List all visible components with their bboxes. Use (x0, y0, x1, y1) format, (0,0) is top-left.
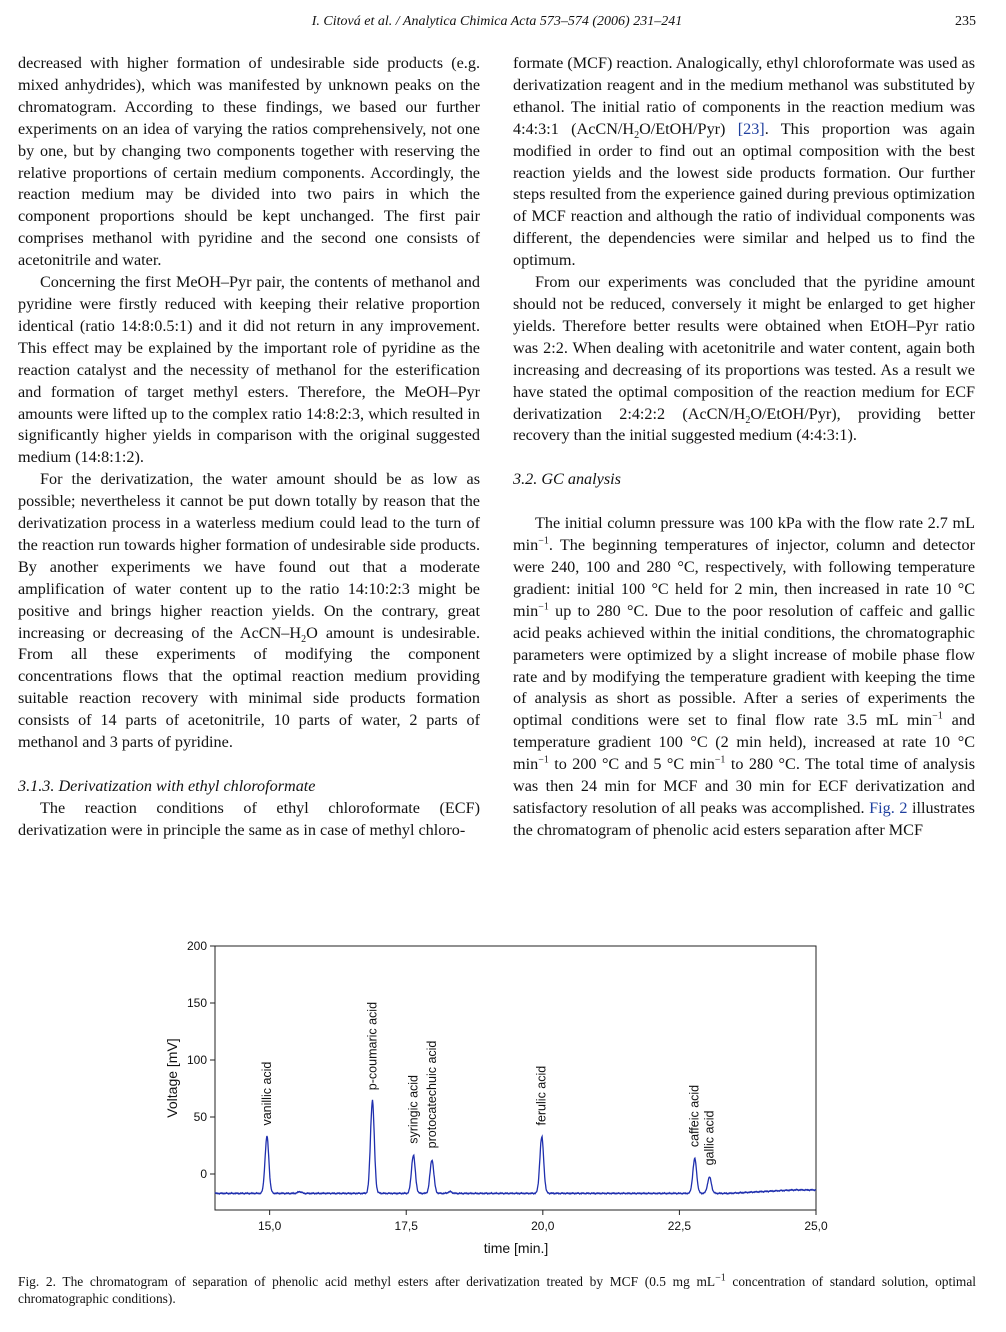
page-number: 235 (955, 14, 976, 29)
x-tick-label: 20,0 (531, 1219, 555, 1233)
chromatogram-chart (150, 930, 840, 1260)
y-tick-label: 100 (186, 1053, 207, 1067)
y-axis-label: Voltage [mV] (164, 1038, 180, 1118)
left-paragraph-4: The reaction conditions of ethyl chloroformate (ECF) derivatization were in principle the same as in case of methyl chloro- (18, 798, 480, 839)
peak-label: p-coumaric acid (365, 1001, 380, 1091)
figure-caption: Fig. 2. The chromatogram of separation of phenolic acid methyl esters after derivatization treated by MCF (0.5 mg $mL^{-1}$ concentration of standard solution, optimal chromatographic conditions). (18, 1272, 976, 1306)
x-axis-ticks (258, 1210, 828, 1233)
peak-label: protocatechuic acid (424, 1040, 439, 1149)
peak-label: ferulic acid (534, 1065, 549, 1126)
y-tick-label: 0 (200, 1167, 207, 1181)
left-paragraph-1: decreased with higher formation of undesirable side products (e.g. mixed anhydrides), which was manifested by unknown peaks on the chromatogram. According to these findings, we based our further experiments on an idea of varying the ratios comprehensively, not one by one, but by changing two components together with reserving the relative proportions of certain medium components. Accordingly, the reaction medium may be divided into two pairs in which the component proportions should be kept unchanged. The first pair comprises methanol with pyridine and the second one consists of acetonitrile and water. (18, 54, 480, 270)
section-heading-3-2: 3.2. GC analysis (513, 470, 621, 489)
plot-frame (215, 946, 816, 1210)
peak-label: vanillic acid (259, 1061, 274, 1126)
y-tick-label: 150 (186, 996, 207, 1010)
left-paragraph-3: For the derivatization, the water amount should be as low as possible; nevertheless it cannot be put down totally by reason that the derivatization process in a waterless medium could lead to the turn of the reaction run towards higher formation of undesirable side products. By another experiments we have found out that a moderate amplification of water content up to the ratio 14:10:2:3 might be positive and brings higher reaction yields. On the contrary, great increasing or decreasing of the AcCN–$H_2O$ amount is undesirable. From all these experiments of modifying the component concentrations flows that the optimal reaction medium providing suitable reaction recovery with minimal side products formation consists of 14 parts of acetonitrile, 10 parts of water, 2 parts of methanol and 3 parts of pyridine. (18, 470, 480, 752)
right-paragraph-1: formate (MCF) reaction. Analogically, ethyl chloroformate was used as derivatization reagent and in the medium methanol was substituted by ethanol. The initial ratio of components in the reaction medium was 4:4:3:1 $(AcCN/H_2O/EtOH/Pyr)$ [23]. This proportion was again modified in order to find out an optimal composition with the best reaction yields and the lowest side products formation. Our further steps resulted from the experience gained during previous optimization of MCF reaction and although the ratio of individual components was different, the dependencies were similar and helped us to find the optimum. (513, 54, 975, 270)
peak-label: caffeic acid (687, 1084, 702, 1148)
running-header (18, 14, 976, 36)
right-paragraph-2: From our experiments was concluded that the pyridine amount should not be reduced, conversely it might be enlarged to get higher yields. Therefore better results were obtained when EtOH–Pyr ratio was 2:2. When dealing with acetonitrile and water content, again both increasing and decreasing of its proportions was tested. As a result we have stated the optimal composition of the reaction medium for ECF derivatization 2:4:2:2 $(AcCN/H_2O/EtOH/Pyr)$, providing better recovery than the initial suggested medium (4:4:3:1). (513, 273, 975, 445)
left-column (18, 53, 480, 842)
chromatogram-trace (215, 1100, 816, 1194)
x-tick-label: 17,5 (394, 1219, 418, 1233)
peak-label: gallic acid (702, 1110, 717, 1166)
x-axis-label: time [min.] (483, 1240, 549, 1256)
peak-labels (260, 1002, 717, 1166)
left-paragraph-2: Concerning the first MeOH–Pyr pair, the contents of methanol and pyridine were firstly reduced with keeping their relative proportion identical (ratio 14:8:0.5:1) and it did not return in any improvement. This effect may be explained by the important role of pyridine as the reaction catalyst and the necessity of methanol for the esterification and formation of target methyl esters. Therefore, the MeOH–Pyr amounts were lifted up to the complex ratio 14:8:2:3, which resulted in significantly higher yields in comparison with the original suggested medium (14:8:1:2). (18, 273, 480, 467)
right-column (513, 53, 975, 842)
x-tick-label: 25,0 (804, 1219, 828, 1233)
section-heading-3-1-3: 3.1.3. Derivatization with ethyl chloroformate (18, 777, 316, 795)
peak-label: syringic acid (406, 1074, 421, 1144)
x-tick-label: 22,5 (667, 1219, 692, 1233)
y-tick-label: 50 (193, 1110, 207, 1124)
right-paragraph-3: The initial column pressure was 100 kPa with the flow rate 2.7 mL $\min^{-1}$. The beginning temperatures of injector, column and detector were 240, 100 and 280 °C, respectively, with following temperature gradient: initial 100 °C held for 2 min, then increased in rate 10 °C $\min^{-1}$ up to 280 °C. Due to the poor resolution of caffeic and gallic acid peaks achieved within the initial conditions, the chromatographic parameters were optimized by a slight increase of mobile phase flow rate and by modifying the temperature gradient with keeping the time of analysis as short as possible. After a series of experiments the optimal conditions were set to final flow rate 3.5 mL $\min^{-1}$ and temperature gradient 100 °C (2 min held), increased at rate 10 °C $\min^{-1}$ to 200 °C and 5 °C $\min^{-1}$ to 280 °C. The total time of analysis was then 24 min for MCF and 30 min for ECF derivatization and satisfactory resolution of all peaks was accomplished. Fig. 2 illustrates the chromatogram of phenolic acid esters separation after MCF (513, 514, 976, 839)
y-tick-label: 200 (186, 939, 207, 953)
chromatogram-figure (150, 930, 840, 1260)
running-title: I. Citová et al. / Analytica Chimica Acta 573–574 (2006) 231–241 (311, 14, 683, 29)
y-axis-ticks (187, 939, 215, 1181)
figure-link-fig-2[interactable]: Fig. 2 (869, 799, 908, 817)
x-tick-label: 15,0 (257, 1219, 282, 1233)
reference-link-23[interactable]: [23] (737, 119, 765, 138)
